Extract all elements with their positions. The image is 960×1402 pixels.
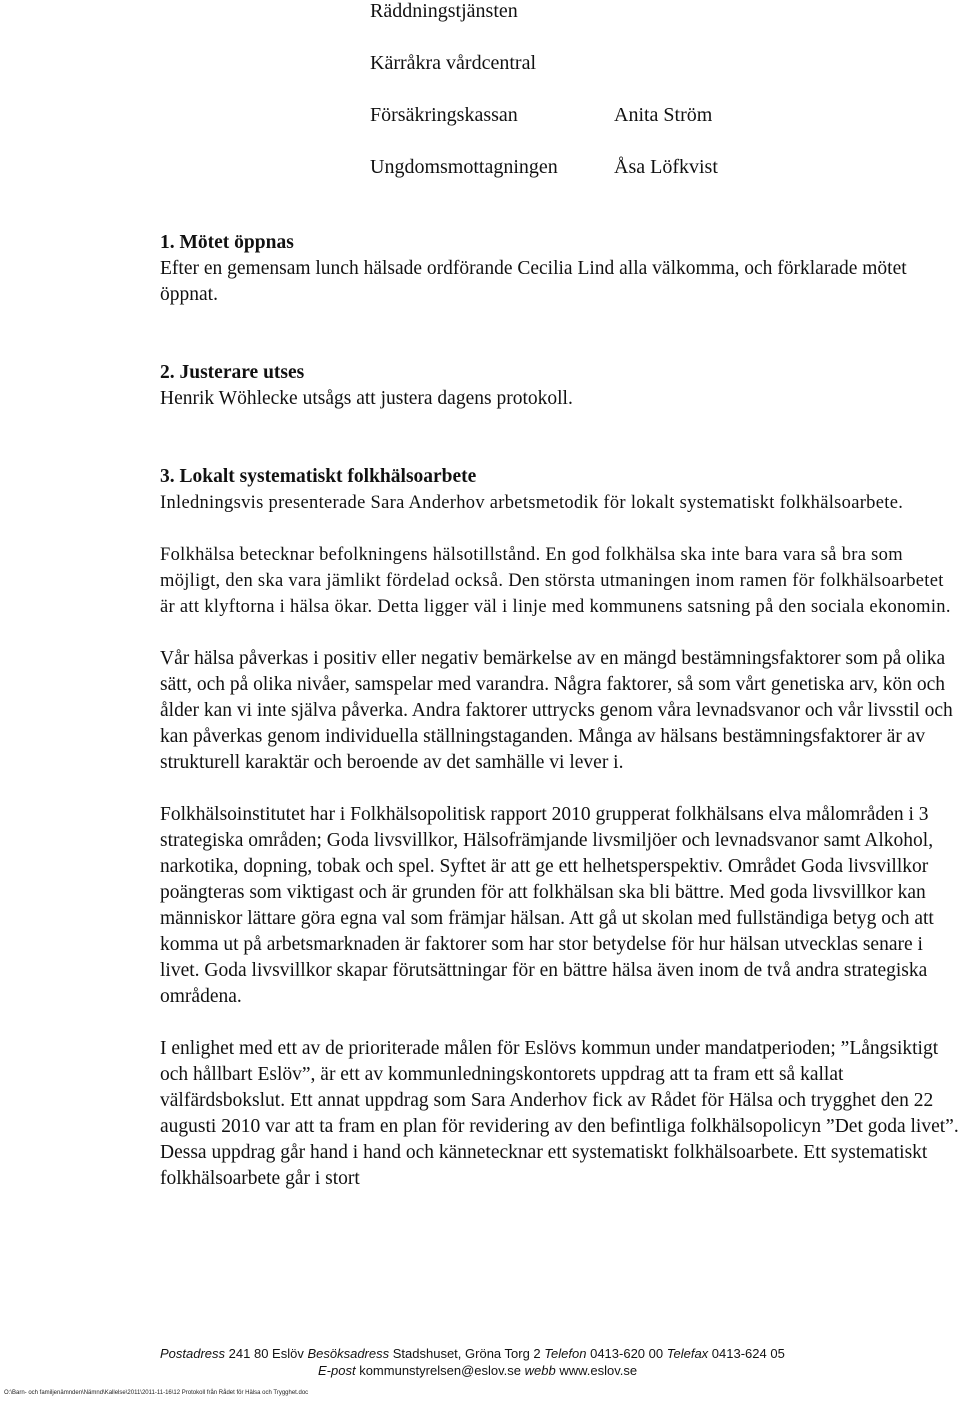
attendee-person: Anita Ström [614, 104, 713, 126]
section-text: Efter en gemensam lunch hälsade ordförande Cecilia Lind alla välkomma, och förklarade mötet öppnat. [160, 258, 907, 305]
paragraph: Vår hälsa påverkas i positiv eller negativ bemärkelse av en mängd bestämningsfaktorer som på olika sätt, och på olika nivåer, samspelar med varandra. Några faktorer, så som vårt genetiska arv, kön och ålder kan vi inte själva påverka. Andra faktorer uttrycks genom våra levnadsvanor och vår livsstil och kan påverkas genom individuella ställningstaganden. Många av hälsans bestämningsfaktorer är av strukturell karaktär och beroende av det samhälle vi lever i. [160, 648, 953, 773]
section-1 [160, 230, 960, 308]
section-3 [160, 464, 960, 1192]
paragraph: Folkhälsa betecknar befolkningens hälsotillstånd. En god folkhälsa ska inte bara vara så bra som möjligt, den ska vara jämlikt fördelad också. Den största utmaningen inom ramen för folkhälsoarbetet är att klyftorna i hälsa ökar. Detta ligger väl i linje med kommunens satsning på den sociala ekonomin. [160, 545, 951, 617]
section-text: Henrik Wöhlecke utsågs att justera dagens protokoll. [160, 388, 573, 409]
besoksadress-label: Besöksadress [307, 1346, 390, 1361]
telefon-label: Telefon [544, 1346, 587, 1361]
paragraph: I enlighet med ett av de prioriterade målen för Eslövs kommun under mandatperioden; ”Långsiktigt och hållbart Eslöv”, är ett av kommunledningskontorets uppdrag att ta fram ett så kallat välfärdsbokslut. Ett annat uppdrag som Sara Anderhov fick av Rådet för Hälsa och trygghet den 22 augusti 2010 var att ta fram en plan för revidering av den befintliga folkhälsopolicyn ”Det goda livet”. Dessa uppdrag går hand i hand och kännetecknar ett systematiskt folkhälsoarbete. Ett systematiskt folkhälsoarbete går i stort [160, 1038, 959, 1189]
section-heading: 3. Lokalt systematiskt folkhälsoarbete [160, 466, 477, 487]
attendee-org: Kärråkra vårdcentral [370, 52, 536, 74]
telefax-label: Telefax [666, 1346, 709, 1361]
attendee-org: Räddningstjänsten [370, 0, 518, 22]
epost-label: E-post [318, 1363, 356, 1378]
section-intro: Inledningsvis presenterade Sara Anderhov arbetsmetodik för lokalt systematiskt folkhälsoarbete. [160, 493, 904, 513]
postadress-value: 241 80 Eslöv [228, 1346, 304, 1361]
minutes-body [160, 230, 960, 1192]
section-2 [160, 360, 960, 412]
file-path: O:\Barn- och familjenämnden\Nämnd\Kallelse\2011\2011-11-16\12 Protokoll från Rådet för Hälsa och Trygghet.doc [4, 1390, 309, 1396]
telefon-value: 0413-620 00 [590, 1346, 664, 1361]
besoksadress-value: Stadshuset, Gröna Torg 2 [392, 1346, 541, 1361]
attendee-org: Försäkringskassan [370, 104, 518, 126]
attendee-org: Ungdomsmottagningen [370, 156, 558, 178]
paragraph: Folkhälsoinstitutet har i Folkhälsopolitisk rapport 2010 grupperat folkhälsans elva målområden i 3 strategiska områden; Goda livsvillkor, Hälsofrämjande livsmiljöer och levnadsvanor samt Alkohol, narkotika, dopning, tobak och spel. Syftet är att ge ett helhetsperspektiv. Området Goda livsvillkor poängteras som viktigast och är grunden för att folkhälsan ska bli bättre. Med goda livsvillkor kan människor lättare göra egna val som främjar hälsan. Att gå ut skolan med fullständiga betyg och att komma ut på arbetsmarknaden är faktorer som har stor betydelse för hur hälsan utvecklas senare i livet. Goda livsvillkor skapar förutsättningar för en bättre hälsa även inom de två andra strategiska områdena. [160, 804, 934, 1007]
webb-value[interactable]: www.eslov.se [559, 1363, 638, 1378]
epost-value[interactable]: kommunstyrelsen@eslov.se [359, 1363, 521, 1378]
telefax-value: 0413-624 05 [711, 1346, 785, 1361]
section-heading: 2. Justerare utses [160, 362, 305, 383]
attendee-person: Åsa Löfkvist [614, 156, 718, 178]
footer-line-2 [318, 1363, 637, 1378]
section-heading: 1. Mötet öppnas [160, 232, 294, 253]
footer-line-1 [160, 1346, 785, 1361]
webb-label: webb [524, 1363, 556, 1378]
postadress-label: Postadress [160, 1346, 226, 1361]
